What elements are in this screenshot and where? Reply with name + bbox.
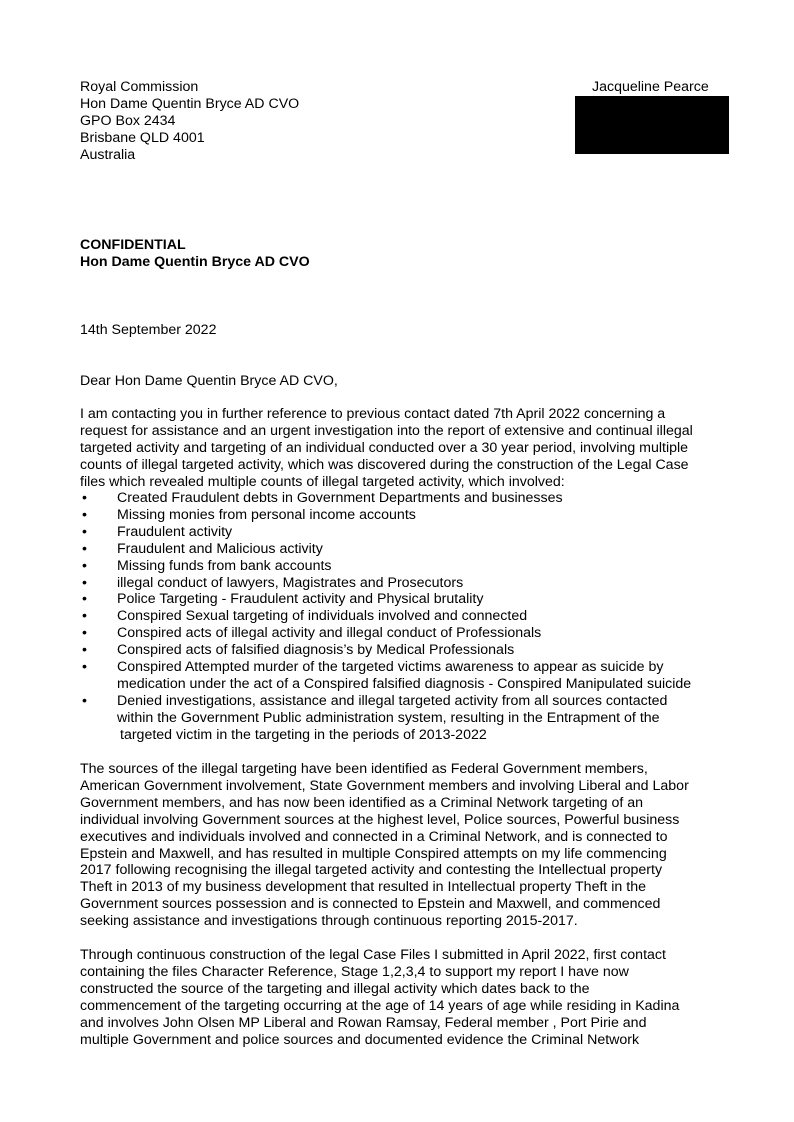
recipient-line: Hon Dame Quentin Bryce AD CVO <box>80 95 300 112</box>
list-item-text: Fraudulent and Malicious activity <box>117 540 323 557</box>
bullet-icon: • <box>82 642 87 659</box>
paragraph-line: Through continuous construction of the legal Case Files I submitted in April 2022, first contact <box>80 947 666 963</box>
list-item-text: Conspired acts of illegal activity and illegal conduct of Professionals <box>117 625 542 642</box>
recipient-line: Brisbane QLD 4001 <box>80 129 205 146</box>
list-item-continuation: targeted victim in the targeting in the periods of 2013-2022 <box>120 726 487 743</box>
bullet-icon: • <box>82 540 87 557</box>
recipient-line: GPO Box 2434 <box>80 112 176 129</box>
paragraph-line: executives and individuals involved and connected in a Criminal Network, and is connected to <box>80 828 668 845</box>
list-item <box>80 541 720 558</box>
list-item-continuation: within the Government Public administration system, resulting in the Entrapment of the <box>117 709 660 726</box>
sources-paragraph <box>80 761 720 930</box>
list-item <box>80 575 720 592</box>
bullet-icon: • <box>82 506 87 523</box>
paragraph-line: counts of illegal targeted activity, which was discovered during the construction of the Legal Case <box>80 456 689 473</box>
confidential-name: Hon Dame Quentin Bryce AD CVO <box>80 253 310 270</box>
intro-paragraph <box>80 406 720 491</box>
list-item <box>80 608 720 625</box>
list-item <box>80 507 720 524</box>
paragraph-line: containing the files Character Reference, Stage 1,2,3,4 to support my report I have now <box>80 963 629 980</box>
paragraph-line: files which revealed multiple counts of illegal targeted activity, which involved: <box>80 473 565 490</box>
paragraph-line: seeking assistance and investigations through continuous reporting 2015-2017. <box>80 913 578 930</box>
paragraph-line: multiple Government and police sources and documented evidence the Criminal Network <box>80 1031 640 1048</box>
paragraph-line: Epstein and Maxwell, and has resulted in multiple Conspired attempts on my life commencing <box>80 845 667 862</box>
confidential-label: CONFIDENTIAL <box>80 237 186 253</box>
bullet-icon: • <box>82 574 87 591</box>
paragraph-line: constructed the source of the targeting and illegal activity which dates back to the <box>80 980 590 997</box>
paragraph-line: American Government involvement, State Government members and involving Liberal and Labor <box>80 777 689 794</box>
bullet-icon: • <box>82 608 87 625</box>
list-item-text: Denied investigations, assistance and illegal targeted activity from all sources contacted <box>117 692 668 709</box>
list-item-text: illegal conduct of lawyers, Magistrates and Prosecutors <box>117 574 464 591</box>
bullet-icon: • <box>82 625 87 642</box>
recipient-line: Australia <box>80 146 136 163</box>
list-item <box>80 558 720 575</box>
recipient-address <box>80 79 299 164</box>
list-item-text: Missing funds from bank accounts <box>117 557 332 574</box>
paragraph-line: targeted activity and targeting of an individual conducted over a 30 year period, involving multiple <box>80 439 689 456</box>
list-item-text: Conspired Attempted murder of the targeted victims awareness to appear as suicide by <box>117 659 664 676</box>
sender-name: Jacqueline Pearce <box>592 79 709 95</box>
paragraph-line: Government members, and has now been identified as a Criminal Network targeting of an <box>80 794 644 811</box>
list-item <box>80 524 720 541</box>
paragraph-line: Theft in 2013 of my business development that resulted in Intellectual property Theft in the <box>80 879 646 896</box>
list-item <box>80 591 720 608</box>
bullet-icon: • <box>82 659 87 676</box>
list-item-text: Police Targeting - Fraudulent activity and Physical brutality <box>117 591 484 608</box>
list-item-text: Conspired Sexual targeting of individuals involved and connected <box>117 608 528 625</box>
list-item <box>80 659 720 676</box>
list-item-text: Missing monies from personal income accounts <box>117 506 416 523</box>
recipient-line: Royal Commission <box>80 79 199 95</box>
bullet-icon: • <box>82 591 87 608</box>
paragraph-line: The sources of the illegal targeting have been identified as Federal Government members, <box>80 761 648 777</box>
paragraph-line: 2017 following recognising the illegal targeted activity and contesting the Intellectual property <box>80 862 663 879</box>
bullet-icon: • <box>82 523 87 540</box>
bullet-icon: • <box>82 557 87 574</box>
list-item-text: Conspired acts of falsified diagnosis’s by Medical Professionals <box>117 642 515 659</box>
case-files-paragraph <box>80 947 720 1048</box>
paragraph-line: and involves John Olsen MP Liberal and Rowan Ramsay, Federal member , Port Pirie and <box>80 1014 647 1031</box>
list-item-text: Fraudulent activity <box>117 523 233 540</box>
bullet-icon: • <box>82 490 87 506</box>
letter-date: 14th September 2022 <box>80 322 217 338</box>
list-item <box>80 642 720 659</box>
list-item <box>80 625 720 642</box>
redaction-block <box>575 96 729 154</box>
list-item <box>80 490 720 507</box>
bullet-icon: • <box>82 692 87 709</box>
paragraph-line: I am contacting you in further reference to previous contact dated 7th April 2022 concerning a <box>80 406 666 422</box>
paragraph-line: commencement of the targeting occurring at the age of 14 years of age while residing in Kadina <box>80 997 680 1014</box>
list-item <box>80 693 720 710</box>
bullet-list <box>80 490 720 744</box>
paragraph-line: request for assistance and an urgent investigation into the report of extensive and continual illegal <box>80 422 693 439</box>
salutation: Dear Hon Dame Quentin Bryce AD CVO, <box>80 373 338 389</box>
paragraph-line: Government sources possession and is connected to Epstein and Maxwell, and commenced <box>80 896 661 913</box>
list-item-text: Created Fraudulent debts in Government Departments and businesses <box>117 490 563 506</box>
paragraph-line: individual involving Government sources at the highest level, Police sources, Powerful business <box>80 811 680 828</box>
list-item-continuation: medication under the act of a Conspired falsified diagnosis - Conspired Manipulated suicide <box>117 675 692 692</box>
confidential-heading <box>80 237 310 271</box>
